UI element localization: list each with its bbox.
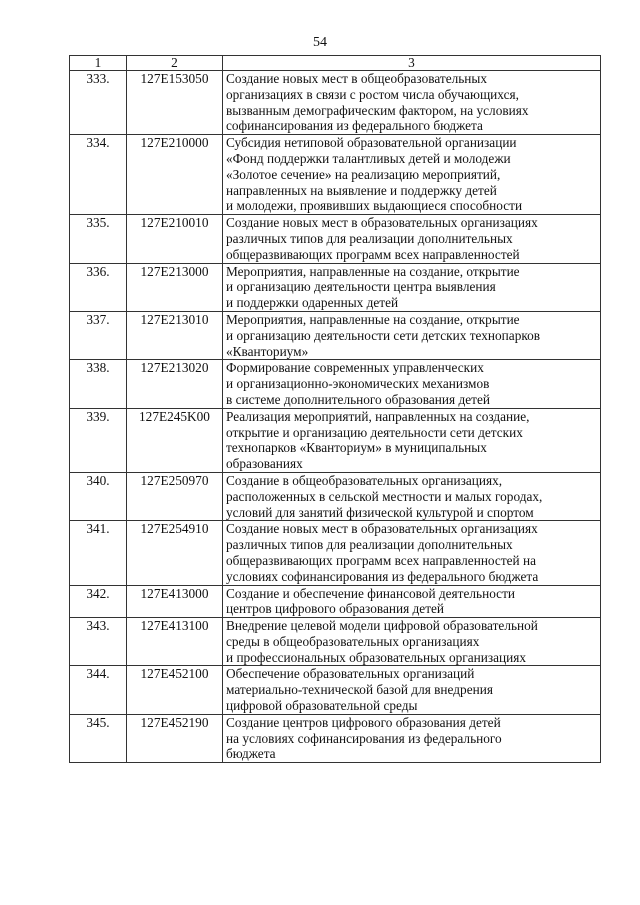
description-line: Создание центров цифрового образования детей bbox=[226, 714, 501, 730]
description-line: Субсидия нетиповой образовательной организации bbox=[226, 135, 517, 151]
description-line: Мероприятия, направленные на создание, открытие bbox=[226, 311, 520, 327]
row-code: 127E413000 bbox=[127, 585, 223, 618]
row-number: 335. bbox=[70, 215, 127, 263]
row-number: 338. bbox=[70, 360, 127, 408]
row-number: 334. bbox=[70, 135, 127, 215]
description-line: Формирование современных управленческих bbox=[226, 360, 484, 376]
table-row bbox=[70, 618, 601, 666]
row-code: 127E210010 bbox=[127, 215, 223, 263]
row-code: 127E452100 bbox=[127, 666, 223, 714]
classification-table bbox=[69, 55, 601, 763]
row-code: 127E254910 bbox=[127, 521, 223, 585]
row-number: 337. bbox=[70, 311, 127, 359]
description-line: Создание новых мест в образовательных организациях bbox=[226, 215, 538, 231]
description-line: и профессиональных образовательных организациях bbox=[226, 649, 527, 665]
table-header-row bbox=[70, 56, 601, 71]
description-line: расположенных в сельской местности и малых городах, bbox=[226, 488, 543, 504]
description-line: условий для занятий физической культурой и спортом bbox=[226, 504, 534, 520]
row-code: 127E213000 bbox=[127, 263, 223, 311]
description-line: Создание новых мест в образовательных организациях bbox=[226, 521, 538, 537]
description-line: общеразвивающих программ всех направленностей bbox=[226, 246, 520, 262]
row-number: 342. bbox=[70, 585, 127, 618]
description-line: и организацию деятельности сети детских технопарков bbox=[226, 327, 541, 343]
description-line: технопарков «Кванториум» в муниципальных bbox=[226, 440, 487, 456]
description-line: общеразвивающих программ всех направленностей на bbox=[226, 552, 536, 568]
row-code: 127E250970 bbox=[127, 472, 223, 520]
row-number: 340. bbox=[70, 472, 127, 520]
row-number: 333. bbox=[70, 71, 127, 135]
description-line: различных типов для реализации дополнительных bbox=[226, 230, 513, 246]
description-line: различных типов для реализации дополнительных bbox=[226, 537, 513, 553]
row-number: 336. bbox=[70, 263, 127, 311]
description-line: «Кванториум» bbox=[226, 343, 309, 359]
table-row bbox=[70, 135, 601, 215]
description-line: цифровой образовательной среды bbox=[226, 698, 418, 714]
row-number: 343. bbox=[70, 618, 127, 666]
description-line: условиях софинансирования из федерального бюджета bbox=[226, 568, 539, 584]
description-line: Создание в общеобразовательных организациях, bbox=[226, 472, 503, 488]
description-line: Мероприятия, направленные на создание, открытие bbox=[226, 263, 520, 279]
row-description bbox=[223, 618, 601, 666]
table-row bbox=[70, 311, 601, 359]
row-code: 127E213010 bbox=[127, 311, 223, 359]
page-number: 54 bbox=[313, 35, 327, 50]
table-row bbox=[70, 521, 601, 585]
description-line: центров цифрового образования детей bbox=[226, 601, 445, 617]
table-header bbox=[70, 56, 601, 71]
row-description bbox=[223, 666, 601, 714]
row-code: 127E245K00 bbox=[127, 408, 223, 472]
table-row bbox=[70, 472, 601, 520]
description-line: Внедрение целевой модели цифровой образовательной bbox=[226, 618, 538, 634]
description-line: направленных на выявление и поддержку детей bbox=[226, 182, 497, 198]
table-row bbox=[70, 215, 601, 263]
description-line: образованиях bbox=[226, 456, 303, 472]
row-code: 127E153050 bbox=[127, 71, 223, 135]
row-description bbox=[223, 263, 601, 311]
description-line: Создание новых мест в общеобразовательных bbox=[226, 71, 488, 86]
description-line: и молодежи, проявивших выдающиеся способности bbox=[226, 198, 523, 214]
description-line: в системе дополнительного образования детей bbox=[226, 391, 490, 407]
description-line: открытие и организацию деятельности сети детских bbox=[226, 424, 523, 440]
description-line: Создание и обеспечение финансовой деятельности bbox=[226, 585, 516, 601]
row-number: 341. bbox=[70, 521, 127, 585]
description-line: среды в общеобразовательных организациях bbox=[226, 633, 480, 649]
table-row bbox=[70, 666, 601, 714]
row-number: 344. bbox=[70, 666, 127, 714]
row-description bbox=[223, 585, 601, 618]
row-description bbox=[223, 521, 601, 585]
row-description bbox=[223, 408, 601, 472]
description-line: «Золотое сечение» на реализацию мероприятий, bbox=[226, 166, 501, 182]
row-description bbox=[223, 71, 601, 135]
table-row bbox=[70, 408, 601, 472]
header-col-1: 1 bbox=[70, 56, 127, 71]
row-description bbox=[223, 215, 601, 263]
row-description bbox=[223, 472, 601, 520]
row-description bbox=[223, 714, 601, 762]
row-description bbox=[223, 135, 601, 215]
table-row bbox=[70, 714, 601, 762]
description-line: вызванным демографическим фактором, на условиях bbox=[226, 102, 529, 118]
description-line: софинансирования из федерального бюджета bbox=[226, 118, 483, 134]
table-row bbox=[70, 585, 601, 618]
description-line: и поддержки одаренных детей bbox=[226, 295, 399, 311]
description-line: и организационно-экономических механизмов bbox=[226, 376, 490, 392]
row-code: 127E210000 bbox=[127, 135, 223, 215]
table-body bbox=[70, 71, 601, 763]
description-line: материально-технической базой для внедрения bbox=[226, 682, 493, 698]
row-number: 339. bbox=[70, 408, 127, 472]
description-line: организациях в связи с ростом числа обучающихся, bbox=[226, 86, 519, 102]
table-row bbox=[70, 263, 601, 311]
row-number: 345. bbox=[70, 714, 127, 762]
row-code: 127E413100 bbox=[127, 618, 223, 666]
header-col-3: 3 bbox=[223, 56, 601, 71]
table-row bbox=[70, 71, 601, 135]
row-description bbox=[223, 311, 601, 359]
description-line: бюджета bbox=[226, 746, 276, 762]
row-description bbox=[223, 360, 601, 408]
description-line: на условиях софинансирования из федерального bbox=[226, 730, 502, 746]
table-row bbox=[70, 360, 601, 408]
description-line: Реализация мероприятий, направленных на создание, bbox=[226, 408, 530, 424]
row-code: 127E452190 bbox=[127, 714, 223, 762]
description-line: Обеспечение образовательных организаций bbox=[226, 666, 475, 682]
header-col-2: 2 bbox=[127, 56, 223, 71]
description-line: «Фонд поддержки талантливых детей и молодежи bbox=[226, 150, 511, 166]
row-code: 127E213020 bbox=[127, 360, 223, 408]
description-line: и организацию деятельности центра выявления bbox=[226, 279, 496, 295]
